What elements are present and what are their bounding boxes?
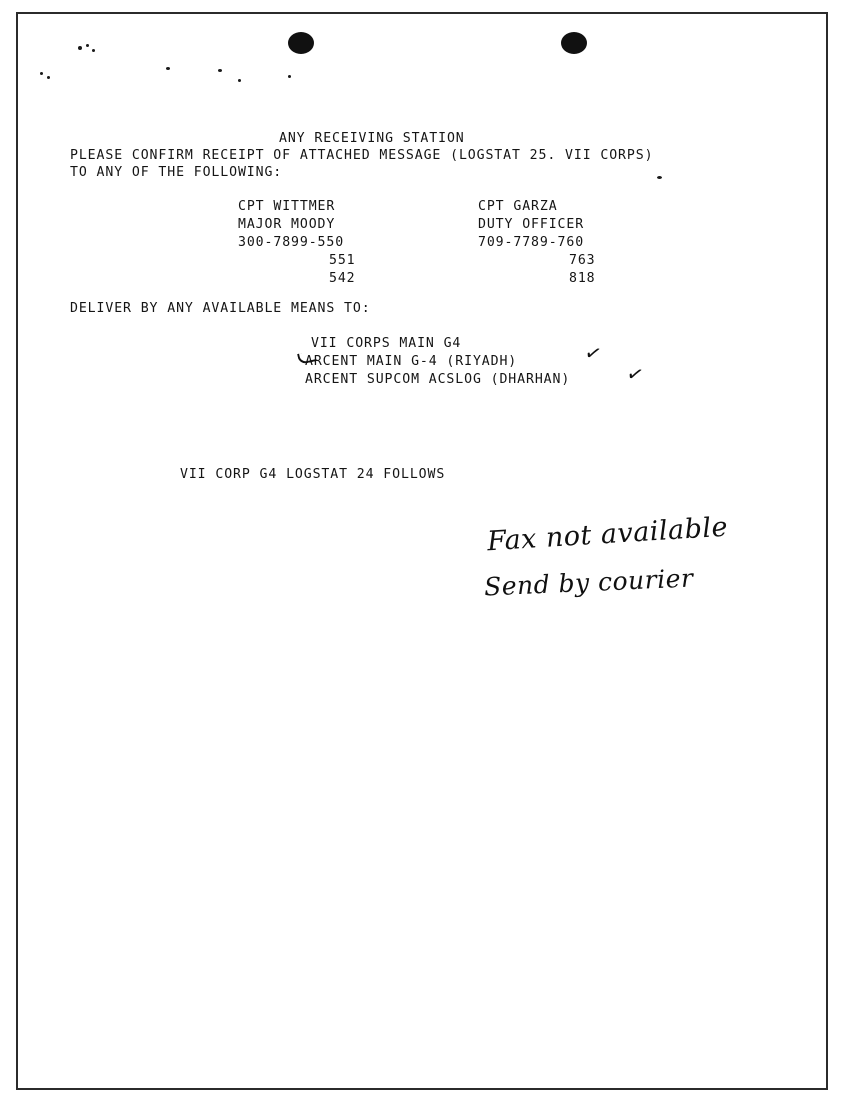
deliver-instruction-line: DELIVER BY ANY AVAILABLE MEANS TO:	[70, 301, 371, 316]
checkmark-icon: ✓	[624, 360, 647, 388]
document-body	[0, 0, 850, 482]
contact-left-name: CPT WITTMER	[238, 199, 336, 214]
contact-left-title: MAJOR MOODY	[238, 217, 336, 232]
destination-item-1: VII CORPS MAIN G4	[311, 336, 462, 351]
contact-left-ext-1: 551	[329, 253, 356, 268]
handwritten-note-2: Send by courier	[483, 563, 694, 602]
contact-right-name: CPT GARZA	[478, 199, 558, 214]
checkmark-icon: ✓	[582, 339, 605, 367]
confirm-receipt-line: PLEASE CONFIRM RECEIPT OF ATTACHED MESSAGE (LOGSTAT 25. VII CORPS)	[70, 148, 654, 163]
handwritten-note-1: Fax not available	[486, 511, 729, 558]
heading-any-receiving-station: ANY RECEIVING STATION	[279, 131, 465, 146]
contact-right-ext-2: 818	[569, 271, 596, 286]
to-any-of-following-line: TO ANY OF THE FOLLOWING:	[70, 165, 283, 180]
destination-item-2: ARCENT MAIN G-4 (RIYADH)	[305, 354, 518, 369]
contact-right-ext-1: 763	[569, 253, 596, 268]
logstat-follows-line: VII CORP G4 LOGSTAT 24 FOLLOWS	[180, 467, 446, 482]
contact-left-ext-2: 542	[329, 271, 356, 286]
destination-item-3: ARCENT SUPCOM ACSLOG (DHARHAN)	[305, 372, 571, 387]
contact-right-title: DUTY OFFICER	[478, 217, 585, 232]
contact-left-phone: 300-7899-550	[238, 235, 345, 250]
contact-right-phone: 709-7789-760	[478, 235, 585, 250]
